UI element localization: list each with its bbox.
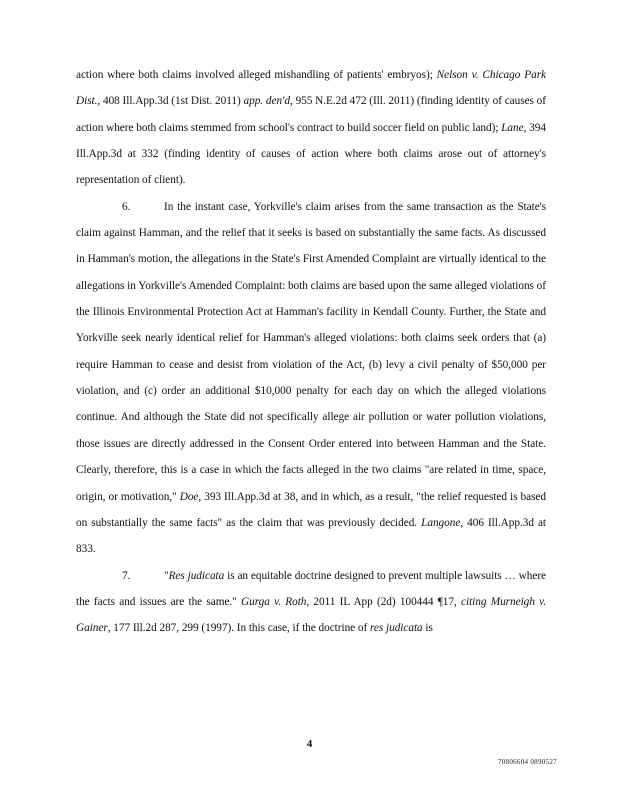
paragraph-number: 6. <box>122 200 131 213</box>
paragraph-text: action where both claims involved alleged mishandling of patients' embryos); <box>76 69 437 81</box>
paragraph-text: , 393 Ill.App.3d at 38, and in which, as a result, "the relief requested is based on substantially the same facts" as the claim that was previously decided. <box>76 490 546 529</box>
document-id: 70806604 0890527 <box>497 758 557 766</box>
paragraph-text: , 406 Ill.App.3d at 833. <box>76 516 547 556</box>
citation-text: Lane <box>501 121 524 134</box>
paragraph-text: " <box>164 569 169 582</box>
citation-text: Gurga v. Roth <box>241 595 307 608</box>
paragraph-text: , 2011 IL App (2d) 100444 ¶17, <box>306 595 462 608</box>
citation-text: citing Murneigh v. Gainer <box>76 595 547 635</box>
paragraph-text: In the instant case, Yorkville's claim arises from the same transaction as the State's claim against Hamman, and the relief that it seeks is based on substantially the same facts. As discussed in Hamman's motion, the allegations in the State's First Amended Complaint are virtually identical to the allegations in Yorkville's Amended Complaint: both claims are based upon the same alleged violations of the Illinois Environmental Protection Act at Hamman's facility in Kendall County. Further, the State and Yorkville seek nearly identical relief for Hamman's alleged violations: both claims seek orders that (a) require Hamman to cease and desist from violation of the Act, (b) levy a civil penalty of $50,000 per violation, and (c) order an additional $10,000 penalty for each day on which the alleged violations continue. And although the State did not specifically allege air pollution or water pollution violations, those issues are directly addressed in the Consent Order entered into between Hamman and the State. Clearly, therefore, this is a case in which the facts alleged in the two claims "are related in time, space, origin, or motivation," <box>76 200 546 503</box>
citation-text: Res judicata <box>168 569 225 582</box>
paragraph-text: , 394 Ill.App.3d at 332 (finding identity of causes of action where both claims arose out of attorney's representation of client). <box>76 121 546 187</box>
page-number: 4 <box>306 738 313 750</box>
paragraph-continued <box>76 62 546 194</box>
citation-text: Nelson v. Chicago Park Dist. <box>76 69 546 108</box>
paragraph-text: , 177 Ill.2d 287, 299 (1997). In this case, if the doctrine of <box>107 622 370 635</box>
body-text <box>76 62 546 642</box>
paragraph-6 <box>76 194 546 563</box>
paragraph-text: , 408 Ill.App.3d (1st Dist. 2011) <box>97 95 244 108</box>
paragraph-text: is <box>422 622 433 635</box>
paragraph-text: , 955 N.E.2d 472 (Ill. 2011) (finding identity of causes of action where both claims stemmed from school's contract to build soccer field on public land); <box>76 95 546 134</box>
paragraph-text: is an equitable doctrine designed to prevent multiple lawsuits … where the facts and issues are the same." <box>76 569 546 608</box>
citation-text: res judicata <box>370 622 423 635</box>
paragraph-number: 7. <box>122 569 131 582</box>
citation-text: Doe <box>179 490 199 503</box>
paragraph-7 <box>76 563 546 642</box>
citation-text: app. den'd <box>243 95 291 108</box>
citation-text: Langone <box>421 516 461 529</box>
